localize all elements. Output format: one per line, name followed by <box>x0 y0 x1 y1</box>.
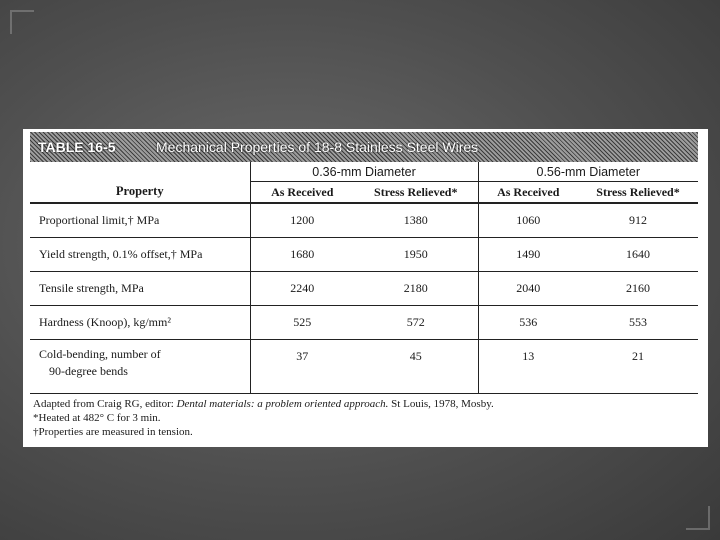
table-row <box>30 306 698 340</box>
row-label: Hardness (Knoop), kg/mm² <box>30 306 250 340</box>
cell-value: 1380 <box>354 203 478 238</box>
row-label-line-1: Cold-bending, number of <box>39 347 161 361</box>
row-label: Tensile strength, MPa <box>30 272 250 306</box>
source-suffix: St Louis, 1978, Mosby. <box>388 398 494 410</box>
cell-value: 1200 <box>250 203 354 238</box>
subheader-056-stress-relieved: Stress Relieved* <box>578 182 698 204</box>
row-label: Proportional limit,† MPa <box>30 203 250 238</box>
cell-value: 572 <box>354 306 478 340</box>
row-label-line-2: 90-degree bends <box>49 364 128 378</box>
properties-table <box>30 162 698 394</box>
cell-value: 37 <box>250 340 354 394</box>
table-row <box>30 203 698 238</box>
source-title: Dental materials: a problem oriented approach. <box>176 398 389 410</box>
cell-value: 1060 <box>478 203 578 238</box>
row-label <box>30 340 250 394</box>
table-caption: Mechanical Properties of 18-8 Stainless Steel Wires <box>156 139 479 155</box>
footnote-heated: *Heated at 482° C for 3 min. <box>33 412 161 424</box>
group-header-056mm: 0.56-mm Diameter <box>478 162 698 182</box>
cell-value: 1950 <box>354 238 478 272</box>
scanned-table-image <box>23 129 708 447</box>
corner-decoration-top-left <box>10 10 34 34</box>
cell-value: 912 <box>578 203 698 238</box>
subheader-036-as-received: As Received <box>250 182 354 204</box>
cell-value: 2240 <box>250 272 354 306</box>
cell-value: 525 <box>250 306 354 340</box>
source-prefix: Adapted from Craig RG, editor: <box>33 398 177 410</box>
cell-value: 45 <box>354 340 478 394</box>
cell-value: 1640 <box>578 238 698 272</box>
table-label: TABLE 16-5 <box>38 139 116 155</box>
cell-value: 536 <box>478 306 578 340</box>
table-row <box>30 272 698 306</box>
cell-value: 2180 <box>354 272 478 306</box>
cell-value: 1490 <box>478 238 578 272</box>
table-row <box>30 238 698 272</box>
cell-value: 2160 <box>578 272 698 306</box>
cell-value: 2040 <box>478 272 578 306</box>
cell-value: 1680 <box>250 238 354 272</box>
table-row <box>30 340 698 394</box>
cell-value: 21 <box>578 340 698 394</box>
footnote-tension: †Properties are measured in tension. <box>33 426 193 438</box>
group-header-036mm: 0.36-mm Diameter <box>250 162 478 182</box>
corner-decoration-bottom-right <box>686 506 710 530</box>
source-citation <box>33 397 494 411</box>
subheader-036-stress-relieved: Stress Relieved* <box>354 182 478 204</box>
cell-value: 13 <box>478 340 578 394</box>
subheader-056-as-received: As Received <box>478 182 578 204</box>
property-column-header: Property <box>30 162 250 203</box>
table-notes <box>33 397 494 439</box>
table-title-bar <box>30 132 698 162</box>
cell-value: 553 <box>578 306 698 340</box>
row-label: Yield strength, 0.1% offset,† MPa <box>30 238 250 272</box>
